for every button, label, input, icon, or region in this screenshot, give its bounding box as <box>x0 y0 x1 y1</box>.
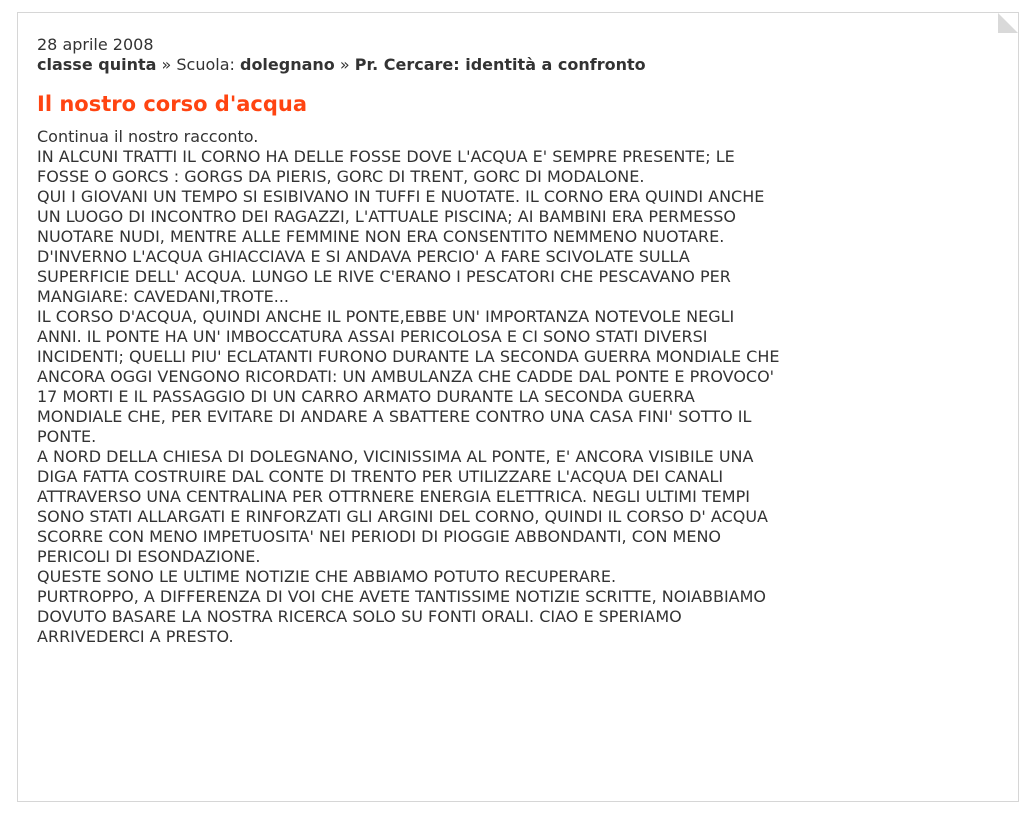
post-body-line: DOVUTO BASARE LA NOSTRA RICERCA SOLO SU FONTI ORALI. CIAO E SPERIAMO <box>37 607 682 626</box>
post-body-line: ANCORA OGGI VENGONO RICORDATI: UN AMBULANZA CHE CADDE DAL PONTE E PROVOCO' <box>37 367 775 386</box>
post-body-line: 17 MORTI E IL PASSAGGIO DI UN CARRO ARMATO DURANTE LA SECONDA GUERRA <box>37 387 695 406</box>
breadcrumb-project-link[interactable]: Pr. Cercare: identità a confronto <box>354 55 646 74</box>
post-body-line: Continua il nostro racconto. <box>37 127 259 146</box>
post-body-line: INCIDENTI; QUELLI PIU' ECLATANTI FURONO DURANTE LA SECONDA GUERRA MONDIALE CHE <box>37 347 780 366</box>
breadcrumb-class-link[interactable]: classe quinta <box>37 55 157 74</box>
breadcrumb-separator: » <box>156 55 177 74</box>
post-body-line: NUOTARE NUDI, MENTRE ALLE FEMMINE NON ERA CONSENTITO NEMMENO NUOTARE. <box>37 227 725 246</box>
post-title: Il nostro corso d'acqua <box>37 92 308 116</box>
post-body-line: UN LUOGO DI INCONTRO DEI RAGAZZI, L'ATTUALE PISCINA; AI BAMBINI ERA PERMESSO <box>37 207 737 226</box>
breadcrumb-separator: » <box>334 55 355 74</box>
post-body-line: ARRIVEDERCI A PRESTO. <box>37 627 234 646</box>
post-body-line: IN ALCUNI TRATTI IL CORNO HA DELLE FOSSE DOVE L'ACQUA E' SEMPRE PRESENTE; LE <box>37 147 735 166</box>
page-fold-icon <box>998 13 1018 33</box>
post-body-line: QUI I GIOVANI UN TEMPO SI ESIBIVANO IN TUFFI E NUOTATE. IL CORNO ERA QUINDI ANCHE <box>37 187 765 206</box>
post-body-line: MONDIALE CHE, PER EVITARE DI ANDARE A SBATTERE CONTRO UNA CASA FINI' SOTTO IL <box>37 407 752 426</box>
post-body-line: ATTRAVERSO UNA CENTRALINA PER OTTRNERE ENERGIA ELETTRICA. NEGLI ULTIMI TEMPI <box>37 487 750 506</box>
post-body-line: PURTROPPO, A DIFFERENZA DI VOI CHE AVETE TANTISSIME NOTIZIE SCRITTE, NOIABBIAMO <box>37 587 767 606</box>
post-body-line: D'INVERNO L'ACQUA GHIACCIAVA E SI ANDAVA PERCIO' A FARE SCIVOLATE SULLA <box>37 247 690 266</box>
post-body-line: IL CORSO D'ACQUA, QUINDI ANCHE IL PONTE,EBBE UN' IMPORTANZA NOTEVOLE NEGLI <box>37 307 735 326</box>
post-body-line: QUESTE SONO LE ULTIME NOTIZIE CHE ABBIAMO POTUTO RECUPERARE. <box>37 567 617 586</box>
post-body-line: SUPERFICIE DELL' ACQUA. LUNGO LE RIVE C'ERANO I PESCATORI CHE PESCAVANO PER <box>37 267 731 286</box>
post-body-line: DIGA FATTA COSTRUIRE DAL CONTE DI TRENTO PER UTILIZZARE L'ACQUA DEI CANALI <box>37 467 724 486</box>
post-body-line: MANGIARE: CAVEDANI,TROTE... <box>37 287 290 306</box>
breadcrumb <box>37 55 987 75</box>
post-body-line: FOSSE O GORCS : GORGS DA PIERIS, GORC DI TRENT, GORC DI MODALONE. <box>37 167 645 186</box>
post-body-line: SCORRE CON MENO IMPETUOSITA' NEI PERIODI DI PIOGGIE ABBONDANTI, CON MENO <box>37 527 722 546</box>
post-body <box>37 127 987 647</box>
post-body-line: ANNI. IL PONTE HA UN' IMBOCCATURA ASSAI PERICOLOSA E CI SONO STATI DIVERSI <box>37 327 708 346</box>
breadcrumb-school-label: Scuola: <box>176 55 240 74</box>
post-body-line: A NORD DELLA CHIESA DI DOLEGNANO, VICINISSIMA AL PONTE, E' ANCORA VISIBILE UNA <box>37 447 754 466</box>
post-date: 28 aprile 2008 <box>37 35 154 54</box>
post-body-line: SONO STATI ALLARGATI E RINFORZATI GLI ARGINI DEL CORNO, QUINDI IL CORSO D' ACQUA <box>37 507 768 526</box>
post-content <box>37 35 987 647</box>
post-body-line: PONTE. <box>37 427 97 446</box>
post-body-line: PERICOLI DI ESONDAZIONE. <box>37 547 261 566</box>
breadcrumb-school-link[interactable]: dolegnano <box>239 55 335 74</box>
post-card <box>17 12 1019 802</box>
